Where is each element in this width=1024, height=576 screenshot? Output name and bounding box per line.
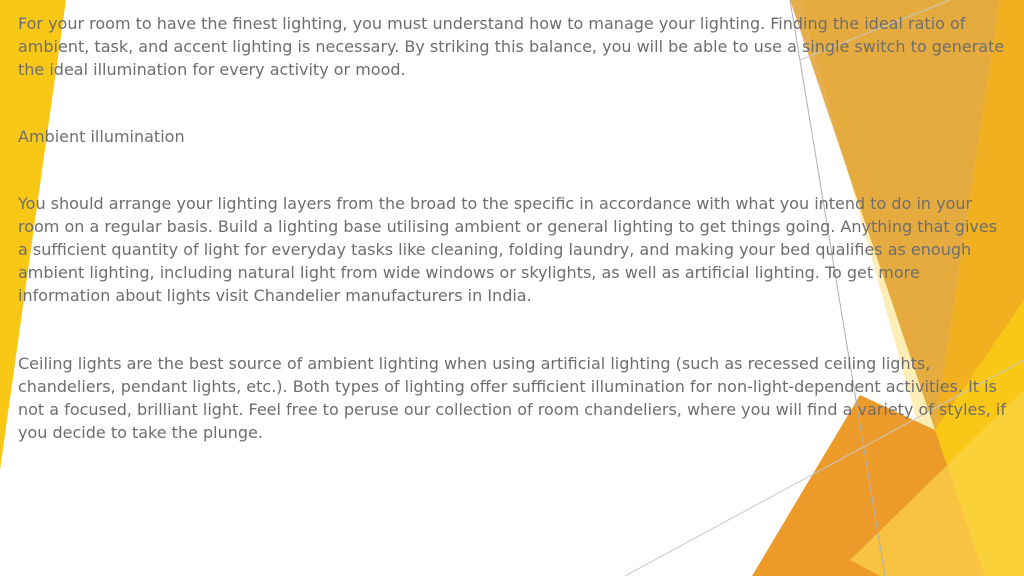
section-heading: Ambient illumination: [18, 127, 185, 146]
ceiling-lights-paragraph: Ceiling lights are the best source of ambient lighting when using artificial lighting (such as recessed ceiling lights, chandeliers, pendant lights, etc.). Both types of lighting offer sufficient illumination for non-light-dependent activities. It is not a focused, brilliant light. Feel free to peruse our collection of room chandeliers, where you will find a variety of styles, if you decide to take the plunge.: [18, 354, 1006, 442]
text-content: [18, 12, 1008, 444]
intro-paragraph: For your room to have the finest lighting, you must understand how to manage your lighting. Finding the ideal ratio of ambient, task, and accent lighting is necessary. By striking this balance, you will be able to use a single switch to generate the ideal illumination for every activity or mood.: [18, 14, 1005, 79]
lighting-layers-paragraph: You should arrange your lighting layers from the broad to the specific in accordance with what you intend to do in your room on a regular basis. Build a lighting base utilising ambient or general lighting to get things going. Anything that gives a sufficient quantity of light for everyday tasks like cleaning, folding laundry, and making your bed qualifies as enough ambient lighting, including natural light from wide windows or skylights, as well as artificial lighting. To get more information about lights visit Chandelier manufacturers in India.: [18, 194, 998, 305]
